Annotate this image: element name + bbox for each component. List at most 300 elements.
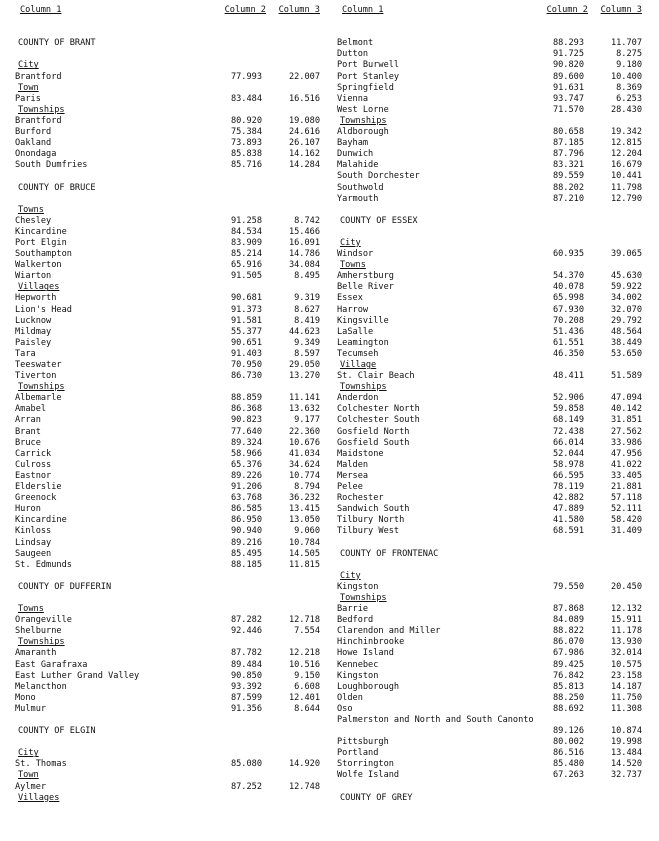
table-row	[337, 438, 642, 449]
column-3-value: 8.627	[294, 304, 320, 315]
table-row	[15, 782, 320, 793]
municipality-name: Carrick	[15, 448, 52, 459]
column-2-value: 61.551	[552, 337, 584, 348]
table-row	[15, 560, 320, 571]
municipality-name: Colchester North	[337, 404, 420, 415]
table-row	[15, 338, 320, 349]
table-row	[15, 471, 320, 482]
municipality-name: Tara	[15, 348, 36, 359]
column-3-value: 19.998	[610, 737, 642, 748]
column-3-value: 19.342	[610, 127, 642, 138]
municipality-name: LaSalle	[337, 326, 374, 337]
municipality-name: Portland	[337, 748, 379, 759]
municipality-name: Lion's Head	[15, 304, 72, 315]
municipality-name: Belmont	[337, 38, 374, 49]
column-3-value: 13.270	[288, 371, 320, 382]
column-2-value: 79.550	[552, 581, 584, 592]
table-row	[337, 393, 642, 404]
column-2-value: 46.350	[552, 348, 584, 359]
municipality-name: Anderdon	[337, 393, 379, 404]
spacer	[15, 593, 320, 604]
column-3-value: 8.495	[294, 271, 320, 282]
column-2-value: 91.206	[230, 482, 262, 493]
municipality-name: Kennebec	[337, 659, 379, 670]
municipality-name: Colchester South	[337, 415, 420, 426]
column-2-value: 77.993	[230, 71, 262, 82]
table-row	[15, 415, 320, 426]
column-3-value: 14.505	[288, 548, 320, 559]
table-row	[337, 759, 642, 770]
column-3-value: 34.624	[288, 459, 320, 470]
column-2-value: 52.044	[552, 448, 584, 459]
column-3-value: 15.466	[288, 226, 320, 237]
column-2-value: 87.796	[552, 149, 584, 160]
section-heading	[15, 748, 320, 759]
municipality-name: Lindsay	[15, 537, 52, 548]
column-2-value: 86.368	[230, 404, 262, 415]
column-3-value: 9.349	[294, 337, 320, 348]
column-2-value: 47.889	[552, 504, 584, 515]
column-3-value: 14.187	[610, 681, 642, 692]
column-3-value: 16.679	[610, 160, 642, 171]
table-row	[337, 349, 642, 360]
spacer	[337, 227, 642, 238]
municipality-name: Wolfe Island	[337, 770, 400, 781]
column-1-header: Column 1	[20, 5, 62, 15]
spacer	[337, 782, 642, 793]
column-2-value: 90.651	[230, 337, 262, 348]
column-3-value: 10.441	[610, 171, 642, 182]
column-3-value: 8.794	[294, 482, 320, 493]
column-3-value: 11.178	[610, 626, 642, 637]
municipality-name: Pittsburgh	[337, 737, 389, 748]
column-2-value: 60.935	[552, 249, 584, 260]
column-3-value: 27.562	[610, 426, 642, 437]
table-row	[337, 249, 642, 260]
table-row	[15, 127, 320, 138]
column-2-value: 78.119	[552, 482, 584, 493]
municipality-name: Bayham	[337, 138, 369, 149]
table-row	[15, 327, 320, 338]
column-3-value: 29.050	[288, 360, 320, 370]
municipality-name: Gosfield South	[337, 437, 410, 448]
column-3-value: 14.520	[610, 759, 642, 770]
section-heading-text: Townships	[340, 115, 387, 126]
table-row	[337, 682, 642, 693]
municipality-name: St. Thomas	[15, 759, 67, 770]
column-2-value: 87.782	[230, 648, 262, 659]
table-row	[337, 726, 642, 737]
table-row	[337, 371, 642, 382]
municipality-name: Port Burwell	[337, 60, 400, 71]
column-3-value: 11.141	[288, 393, 320, 404]
table-row	[15, 360, 320, 371]
column-3-value: 40.142	[610, 404, 642, 415]
county-heading	[15, 38, 320, 49]
municipality-name: Tecumseh	[337, 348, 379, 359]
municipality-name: Wiarton	[15, 271, 52, 282]
table-row	[337, 138, 642, 149]
municipality-name: Loughborough	[337, 681, 400, 692]
municipality-name: St. Clair Beach	[337, 371, 415, 382]
county-heading-text: COUNTY OF BRUCE	[18, 182, 96, 193]
column-3-value: 14.786	[288, 249, 320, 260]
column-2-value: 87.282	[230, 615, 262, 626]
municipality-name: Malden	[337, 459, 369, 470]
table-row	[15, 615, 320, 626]
table-row	[337, 637, 642, 648]
column-3-value: 11.308	[610, 703, 642, 714]
section-heading	[15, 770, 320, 781]
table-row	[337, 171, 642, 182]
column-3-value: 48.564	[610, 326, 642, 337]
municipality-name: Bruce	[15, 437, 41, 448]
spacer	[337, 538, 642, 549]
table-row	[15, 94, 320, 105]
column-3-value: 20.450	[610, 581, 642, 592]
section-heading	[337, 260, 642, 271]
table-row	[337, 282, 642, 293]
column-2-value: 89.559	[552, 171, 584, 182]
section-heading	[15, 604, 320, 615]
table-row	[15, 238, 320, 249]
column-3-value: 59.922	[610, 282, 642, 293]
column-3-value: 16.091	[288, 237, 320, 248]
table-row	[337, 715, 642, 726]
municipality-name: Arran	[15, 415, 41, 426]
column-3-value: 6.608	[294, 681, 320, 692]
column-3-value: 34.002	[610, 293, 642, 304]
column-2-value: 88.822	[552, 626, 584, 637]
column-3-value: 32.014	[610, 648, 642, 659]
municipality-name: Dunwich	[337, 149, 374, 160]
column-3-value: 9.060	[294, 526, 320, 537]
table-row	[337, 127, 642, 138]
column-3-value: 16.516	[288, 93, 320, 104]
column-2-value: 80.920	[230, 115, 262, 126]
county-heading	[337, 216, 642, 227]
section-heading-text: Villages	[18, 282, 60, 293]
column-3-value: 8.419	[294, 315, 320, 326]
table-row	[15, 526, 320, 537]
table-row	[337, 748, 642, 759]
column-3-value: 45.630	[610, 271, 642, 282]
section-heading-text: City	[340, 237, 361, 248]
table-row	[337, 427, 642, 438]
column-3-value: 8.644	[294, 703, 320, 714]
column-3-value: 29.792	[610, 315, 642, 326]
section-heading-text: Town	[18, 770, 39, 781]
table-row	[337, 38, 642, 49]
column-2-value: 87.252	[230, 781, 262, 792]
section-heading-text: Towns	[18, 204, 44, 215]
column-2-value: 42.882	[552, 493, 584, 504]
municipality-name: Eastnor	[15, 470, 52, 481]
column-2-value: 85.480	[552, 759, 584, 770]
section-heading-text: Townships	[340, 382, 387, 393]
table-row	[337, 105, 642, 116]
column-3-value: 11.707	[610, 38, 642, 49]
column-3-value: 8.369	[616, 82, 642, 93]
table-row	[15, 293, 320, 304]
municipality-name: Malahide	[337, 160, 379, 171]
municipality-name: Harrow	[337, 304, 369, 315]
section-heading-text: Town	[18, 82, 39, 93]
table-row	[337, 293, 642, 304]
municipality-name: Leamington	[337, 337, 389, 348]
municipality-name: West Lorne	[337, 104, 389, 115]
column-2-value: 51.436	[552, 326, 584, 337]
column-2-value: 89.216	[230, 537, 262, 548]
municipality-name: Aylmer	[15, 781, 47, 792]
column-3-value: 10.874	[610, 726, 642, 737]
county-heading-text: COUNTY OF GREY	[340, 792, 413, 803]
municipality-name: Teeswater	[15, 360, 62, 370]
column-2-value: 86.516	[552, 748, 584, 759]
table-row	[337, 305, 642, 316]
municipality-name: Burford	[15, 127, 52, 138]
table-row	[15, 216, 320, 227]
municipality-name: Orangeville	[15, 615, 72, 626]
column-2-value: 63.768	[230, 493, 262, 504]
table-row	[337, 415, 642, 426]
municipality-name: Windsor	[337, 249, 374, 260]
column-2-value: 68.149	[552, 415, 584, 426]
municipality-name: Kingsville	[337, 315, 389, 326]
column-3-value: 22.360	[288, 426, 320, 437]
column-3-value: 19.080	[288, 115, 320, 126]
table-row	[337, 504, 642, 515]
table-row	[15, 227, 320, 238]
municipality-name: Kincardine	[15, 226, 67, 237]
column-3-value: 44.623	[288, 326, 320, 337]
table-row	[337, 183, 642, 194]
column-2-value: 91.403	[230, 348, 262, 359]
column-2-value: 89.226	[230, 470, 262, 481]
municipality-name: Tilbury North	[337, 515, 405, 526]
municipality-name: Kingston	[337, 670, 379, 681]
municipality-name: Barrie	[337, 604, 369, 615]
column-3-value: 12.132	[610, 604, 642, 615]
section-heading-text: Townships	[340, 592, 387, 603]
municipality-name: Oso	[337, 703, 353, 714]
county-heading-text: COUNTY OF FRONTENAC	[340, 548, 439, 559]
spacer	[337, 205, 642, 216]
column-2-value: 83.909	[230, 237, 262, 248]
table-row	[337, 482, 642, 493]
column-3-value: 12.748	[288, 781, 320, 792]
municipality-name: Port Elgin	[15, 237, 67, 248]
table-row	[337, 704, 642, 715]
section-heading-text: Townships	[18, 637, 65, 648]
county-heading	[15, 726, 320, 737]
municipality-name: Essex	[337, 293, 363, 304]
column-2-value: 88.202	[552, 182, 584, 193]
municipality-name: Rochester	[337, 493, 384, 504]
column-2-value: 83.321	[552, 160, 584, 171]
column-2-value: 86.585	[230, 504, 262, 515]
column-2-value: 91.356	[230, 703, 262, 714]
section-heading-text: Towns	[340, 260, 366, 271]
section-heading-text: Village	[340, 360, 377, 370]
table-row	[337, 648, 642, 659]
municipality-name: Brantford	[15, 115, 62, 126]
section-heading-text: Townships	[18, 104, 65, 115]
column-3-value: 10.516	[288, 659, 320, 670]
column-3-value: 31.851	[610, 415, 642, 426]
column-2-value: 89.425	[552, 659, 584, 670]
column-2-value: 91.581	[230, 315, 262, 326]
section-heading	[337, 593, 642, 604]
column-3-value: 13.632	[288, 404, 320, 415]
section-heading	[337, 382, 642, 393]
column-3-value: 53.650	[610, 348, 642, 359]
column-2-value: 70.208	[552, 315, 584, 326]
column-3-value: 51.589	[610, 371, 642, 382]
column-3-value: 13.930	[610, 637, 642, 648]
table-row	[15, 449, 320, 460]
municipality-name: Hepworth	[15, 293, 57, 304]
table-row	[15, 305, 320, 316]
column-2-value: 87.210	[552, 193, 584, 204]
municipality-name: Maidstone	[337, 448, 384, 459]
column-2-value: 86.070	[552, 637, 584, 648]
table-row	[337, 660, 642, 671]
column-3-value: 26.107	[288, 138, 320, 149]
table-row	[337, 72, 642, 83]
municipality-name: Southwold	[337, 182, 384, 193]
column-2-value: 67.986	[552, 648, 584, 659]
column-2-value: 66.014	[552, 437, 584, 448]
spacer	[337, 27, 642, 38]
table-row	[15, 371, 320, 382]
table-row	[337, 515, 642, 526]
column-3-value: 47.956	[610, 448, 642, 459]
column-3-value: 34.084	[288, 260, 320, 271]
column-2-value: 59.858	[552, 404, 584, 415]
column-2-value: 85.080	[230, 759, 262, 770]
column-2-value: 76.842	[552, 670, 584, 681]
table-row	[15, 704, 320, 715]
column-3-value: 8.742	[294, 215, 320, 226]
column-2-value: 88.692	[552, 703, 584, 714]
column-3-value: 32.070	[610, 304, 642, 315]
municipality-name: Mersea	[337, 470, 369, 481]
municipality-name: Howe Island	[337, 648, 394, 659]
table-row	[15, 626, 320, 637]
column-2-value: 90.850	[230, 670, 262, 681]
municipality-name: Belle River	[337, 282, 394, 293]
column-2-value: 71.570	[552, 104, 584, 115]
section-heading-text: Villages	[18, 792, 60, 803]
municipality-name: Paris	[15, 93, 41, 104]
table-row	[15, 504, 320, 515]
municipality-name: Shelburne	[15, 626, 62, 637]
county-heading	[15, 183, 320, 194]
municipality-name: Huron	[15, 504, 41, 515]
table-row	[337, 194, 642, 205]
column-3-header: Column 3	[278, 5, 320, 15]
column-2-value: 52.906	[552, 393, 584, 404]
column-3-header: Column 3	[600, 5, 642, 15]
municipality-name: Kingston	[337, 581, 379, 592]
column-2-value: 89.600	[552, 71, 584, 82]
table-row	[15, 149, 320, 160]
column-3-value: 14.284	[288, 160, 320, 171]
column-3-value: 33.986	[610, 437, 642, 448]
column-2-value: 88.293	[552, 38, 584, 49]
column-2-value: 75.384	[230, 127, 262, 138]
spacer	[15, 737, 320, 748]
column-2-value: 87.185	[552, 138, 584, 149]
column-2-value: 40.078	[552, 282, 584, 293]
column-2-value: 91.725	[552, 49, 584, 60]
municipality-name: Saugeen	[15, 548, 52, 559]
table-row	[337, 626, 642, 637]
column-2-value: 90.681	[230, 293, 262, 304]
table-row	[337, 460, 642, 471]
column-2-value: 91.373	[230, 304, 262, 315]
table-row	[337, 493, 642, 504]
column-2-value: 54.370	[552, 271, 584, 282]
column-header-row	[15, 5, 320, 16]
column-2-value: 93.747	[552, 93, 584, 104]
column-2-value: 93.392	[230, 681, 262, 692]
spacer	[15, 571, 320, 582]
column-2-value: 85.495	[230, 548, 262, 559]
spacer	[15, 27, 320, 38]
municipality-name: Gosfield North	[337, 426, 410, 437]
column-2-value: 90.823	[230, 415, 262, 426]
column-2-value: 91.631	[552, 82, 584, 93]
column-2-value: 55.377	[230, 326, 262, 337]
municipality-name: Brant	[15, 426, 41, 437]
column-2-value: 77.640	[230, 426, 262, 437]
table-row	[337, 271, 642, 282]
section-heading-text: City	[18, 60, 39, 71]
column-3-value: 10.676	[288, 437, 320, 448]
column-3-value: 41.034	[288, 448, 320, 459]
table-row	[15, 482, 320, 493]
table-row	[15, 72, 320, 83]
column-3-value: 14.162	[288, 149, 320, 160]
column-3-value: 12.718	[288, 615, 320, 626]
table-row	[337, 83, 642, 94]
spacer	[15, 194, 320, 205]
table-row	[15, 660, 320, 671]
column-2-value: 83.484	[230, 93, 262, 104]
section-heading-text: Towns	[18, 604, 44, 615]
table-row	[337, 149, 642, 160]
county-heading	[337, 793, 642, 804]
column-2-value: 88.185	[230, 559, 262, 570]
section-heading	[15, 205, 320, 216]
column-3-value: 12.401	[288, 692, 320, 703]
municipality-name: Culross	[15, 459, 52, 470]
column-2-value: 91.258	[230, 215, 262, 226]
section-heading	[15, 793, 320, 804]
column-2-value: 58.978	[552, 459, 584, 470]
column-2-value: 85.214	[230, 249, 262, 260]
municipality-name: Albemarle	[15, 393, 62, 404]
column-2-value: 72.438	[552, 426, 584, 437]
column-2-value: 87.868	[552, 604, 584, 615]
municipality-name: Springfield	[337, 82, 394, 93]
column-3-value: 23.158	[610, 670, 642, 681]
municipality-name: Amabel	[15, 404, 47, 415]
column-3-value: 52.111	[610, 504, 642, 515]
column-3-value: 13.415	[288, 504, 320, 515]
